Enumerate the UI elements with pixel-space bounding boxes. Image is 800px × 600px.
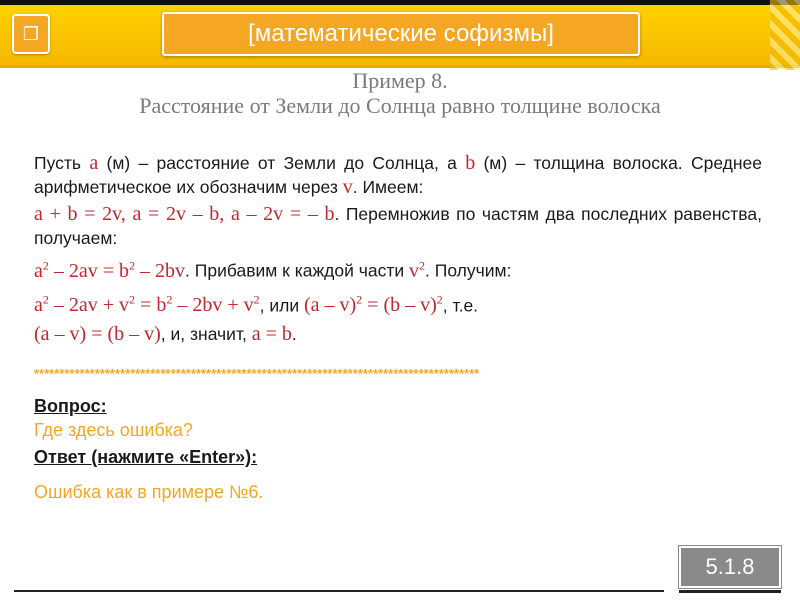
- example-title: Расстояние от Земли до Солнца равно толщине волоска: [139, 93, 661, 118]
- variable-a: a: [89, 152, 99, 174]
- variable-v: v: [342, 176, 353, 198]
- example-number: Пример 8.: [352, 68, 448, 93]
- variable-b: b: [465, 152, 476, 174]
- page-title: [математические софизмы]: [248, 20, 554, 47]
- menu-square-icon: ❐: [22, 23, 40, 45]
- answer-text: Ошибка как в примере №6.: [34, 482, 264, 502]
- equation-6: (a – v) = (b – v): [34, 323, 161, 346]
- paragraph-2: a + b = 2v, a = 2v – b, a – 2v = – b. Перемножив по частям два последних равенства, получаем:: [34, 203, 762, 248]
- answer-label: Ответ (нажмите «Enter»):: [34, 447, 258, 467]
- equation-5: (a – v)$^2$ = (b – v)$^2$: [303, 292, 443, 317]
- footer-divider: [14, 590, 664, 592]
- header-decorative-stripes: [770, 0, 800, 70]
- paragraph-4: $a^2 - 2av + v^2 = b^2 - 2bv + v^2$, или (a – v)$^2$ = (b – v)$^2$, т.е.: [34, 292, 479, 317]
- slide-badge-underline: [679, 590, 781, 593]
- paragraph-5: (a – v) = (b – v), и, значит, a = b.: [34, 323, 297, 346]
- equation-4: $a^2 - 2av + v^2 = b^2 - 2bv + v^2$: [34, 292, 260, 317]
- paragraph-3: $a^2 - 2av = b^2 - 2bv$. Прибавим к каждой части $v^2$. Получим:: [34, 258, 512, 282]
- separator-line: ****************************************************************************************: [34, 366, 480, 381]
- menu-button[interactable]: [12, 14, 50, 54]
- slide-number: 5.1.8: [705, 554, 755, 579]
- title-banner: [162, 12, 640, 56]
- problem-text: [34, 151, 762, 346]
- equation-2: $a^2 - 2av = b^2 - 2bv$: [34, 258, 186, 282]
- paragraph-1: Пусть a (м) – расстояние от Земли до Солнца, а b (м) – толщина волоска. Среднее арифметическое их обозначим через v. Имеем:: [34, 152, 763, 198]
- equation-7: a = b: [251, 323, 292, 346]
- question-text: Где здесь ошибка?: [34, 420, 193, 440]
- equation-1: a + b = 2v, a = 2v – b, a – 2v = – b: [34, 203, 335, 225]
- question-label: Вопрос:: [34, 396, 107, 416]
- slide-number-badge: [679, 546, 781, 588]
